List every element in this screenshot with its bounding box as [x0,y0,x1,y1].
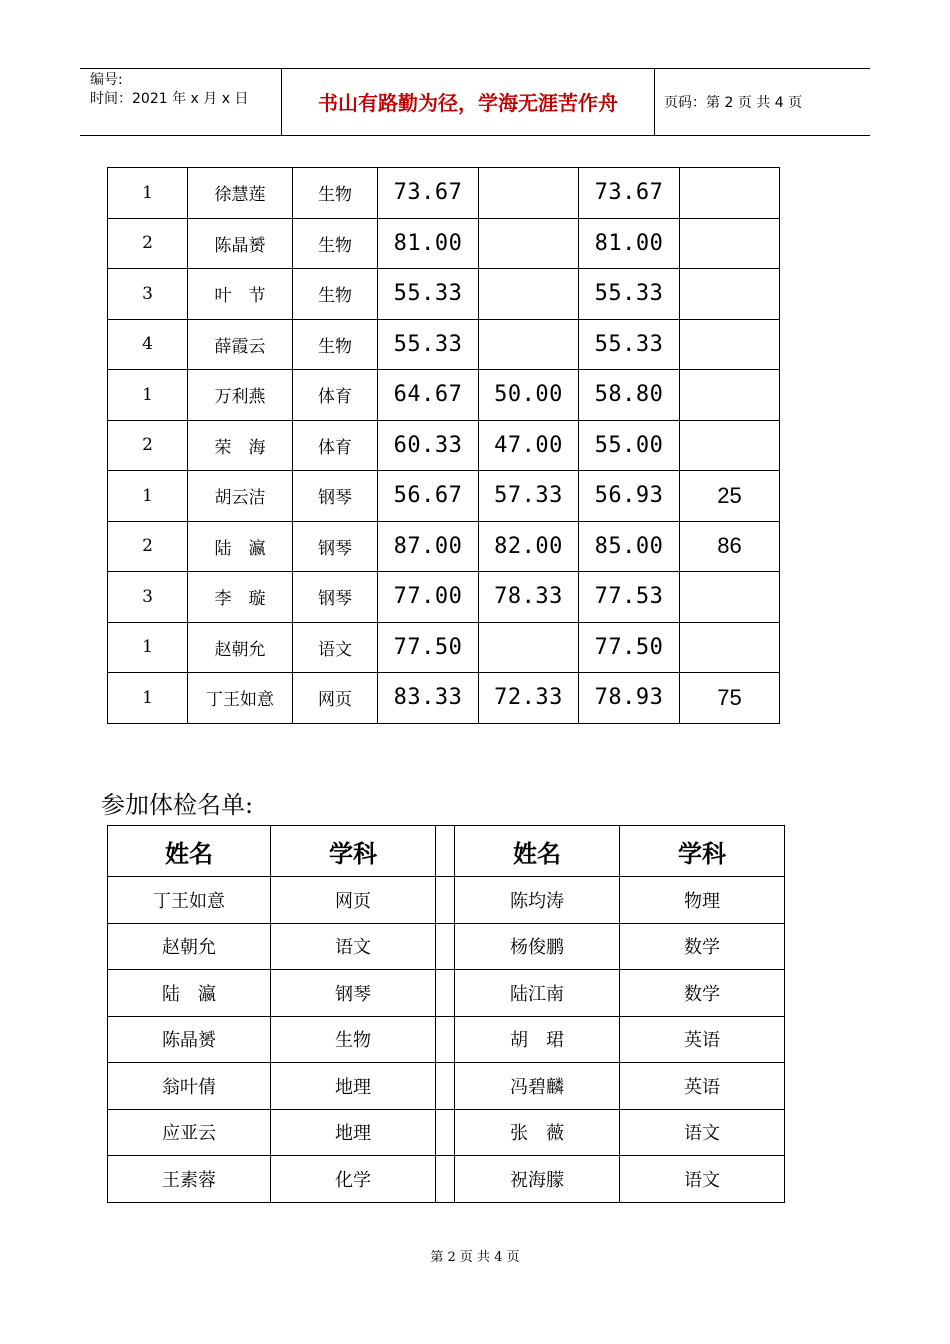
extra-score: 86 [680,521,780,572]
score-1: 87.00 [378,521,479,572]
subject: 钢琴 [271,970,436,1017]
total-score: 58.80 [579,370,680,421]
table-row [108,319,780,370]
table-row [108,673,780,724]
page-footer: 第 2 页 共 4 页 [430,1250,520,1265]
total-score: 55.33 [579,269,680,320]
subject: 钢琴 [293,572,378,623]
header-name: 姓名 [108,826,271,877]
scores-table [107,167,780,724]
column-separator [436,826,455,877]
student-name: 王素蓉 [108,1156,271,1203]
student-name: 胡 珺 [455,1016,620,1063]
score-2 [479,218,579,269]
extra-score: 75 [680,673,780,724]
score-1: 73.67 [378,168,479,219]
score-1: 60.33 [378,420,479,471]
score-2 [479,168,579,219]
score-2: 78.33 [479,572,579,623]
header-subject: 学科 [620,826,785,877]
subject: 生物 [293,319,378,370]
header-motto: 书山有路勤为径，学海无涯苦作舟 [318,91,618,115]
student-name: 赵朝允 [108,923,271,970]
student-name: 陈晶赟 [108,1016,271,1063]
score-2: 57.33 [479,471,579,522]
score-2 [479,319,579,370]
table-row [108,1063,785,1110]
student-name: 赵朝允 [188,622,293,673]
student-name: 荣 海 [188,420,293,471]
subject: 英语 [620,1016,785,1063]
column-separator [436,970,455,1017]
column-separator [436,1156,455,1203]
student-name: 叶 节 [188,269,293,320]
student-name: 薛霞云 [188,319,293,370]
student-name: 李 璇 [188,572,293,623]
score-2: 82.00 [479,521,579,572]
score-1: 83.33 [378,673,479,724]
subject: 语文 [620,1156,785,1203]
exam-list-title: 参加体检名单: [101,791,254,819]
table-row [108,370,780,421]
student-name: 翁叶倩 [108,1063,271,1110]
row-index: 1 [108,168,188,219]
extra-score [680,168,780,219]
table-row [108,471,780,522]
column-separator [436,877,455,924]
score-1: 55.33 [378,319,479,370]
score-2: 47.00 [479,420,579,471]
subject: 生物 [293,218,378,269]
total-score: 78.93 [579,673,680,724]
table-row [108,1109,785,1156]
row-index: 2 [108,218,188,269]
subject: 生物 [293,168,378,219]
total-score: 81.00 [579,218,680,269]
student-name: 胡云洁 [188,471,293,522]
subject: 地理 [271,1109,436,1156]
column-separator [436,1109,455,1156]
extra-score [680,269,780,320]
total-score: 77.50 [579,622,680,673]
row-index: 2 [108,420,188,471]
total-score: 56.93 [579,471,680,522]
table-row [108,168,780,219]
subject: 体育 [293,370,378,421]
total-score: 77.53 [579,572,680,623]
row-index: 3 [108,572,188,623]
total-score: 55.33 [579,319,680,370]
score-1: 55.33 [378,269,479,320]
score-1: 77.00 [378,572,479,623]
extra-score [680,622,780,673]
subject: 生物 [271,1016,436,1063]
subject: 语文 [293,622,378,673]
subject: 钢琴 [293,471,378,522]
total-score: 55.00 [579,420,680,471]
row-index: 1 [108,370,188,421]
total-score: 73.67 [579,168,680,219]
student-name: 陆 瀛 [108,970,271,1017]
subject: 数学 [620,970,785,1017]
document-date: 时间：2021 年 x 月 x 日 [90,91,249,107]
header-page-info: 页码：第 2 页 共 4 页 [664,94,803,111]
extra-score: 25 [680,471,780,522]
student-name: 应亚云 [108,1109,271,1156]
subject: 物理 [620,877,785,924]
row-index: 4 [108,319,188,370]
score-2: 50.00 [479,370,579,421]
student-name: 杨俊鹏 [455,923,620,970]
header-bottom-rule [80,135,870,136]
table-row [108,622,780,673]
score-2 [479,269,579,320]
student-name: 祝海朦 [455,1156,620,1203]
student-name: 陈晶赟 [188,218,293,269]
row-index: 1 [108,673,188,724]
student-name: 万利燕 [188,370,293,421]
subject: 英语 [620,1063,785,1110]
subject: 语文 [620,1109,785,1156]
extra-score [680,370,780,421]
header-meta [90,71,248,109]
subject: 网页 [271,877,436,924]
row-index: 1 [108,471,188,522]
subject: 数学 [620,923,785,970]
subject: 语文 [271,923,436,970]
extra-score [680,572,780,623]
table-row [108,420,780,471]
exam-list-header-row [108,826,785,877]
table-row [108,923,785,970]
exam-list-table [107,825,785,1203]
subject: 地理 [271,1063,436,1110]
column-separator [436,923,455,970]
student-name: 张 薇 [455,1109,620,1156]
table-row [108,572,780,623]
score-1: 81.00 [378,218,479,269]
score-2: 72.33 [479,673,579,724]
extra-score [680,218,780,269]
score-1: 77.50 [378,622,479,673]
student-name: 陆江南 [455,970,620,1017]
column-separator [436,1016,455,1063]
document-number-label: 编号: [90,72,123,88]
table-row [108,521,780,572]
row-index: 1 [108,622,188,673]
header-name: 姓名 [455,826,620,877]
header-divider [654,68,655,135]
student-name: 陆 瀛 [188,521,293,572]
row-index: 2 [108,521,188,572]
row-index: 3 [108,269,188,320]
student-name: 陈均涛 [455,877,620,924]
column-separator [436,1063,455,1110]
subject: 化学 [271,1156,436,1203]
subject: 钢琴 [293,521,378,572]
header-subject: 学科 [271,826,436,877]
student-name: 丁王如意 [188,673,293,724]
table-row [108,970,785,1017]
student-name: 冯碧麟 [455,1063,620,1110]
extra-score [680,319,780,370]
table-row [108,877,785,924]
subject: 生物 [293,269,378,320]
score-1: 64.67 [378,370,479,421]
subject: 体育 [293,420,378,471]
table-row [108,218,780,269]
student-name: 丁王如意 [108,877,271,924]
subject: 网页 [293,673,378,724]
table-row [108,1156,785,1203]
total-score: 85.00 [579,521,680,572]
table-row [108,269,780,320]
table-row [108,1016,785,1063]
student-name: 徐慧莲 [188,168,293,219]
score-1: 56.67 [378,471,479,522]
score-2 [479,622,579,673]
extra-score [680,420,780,471]
